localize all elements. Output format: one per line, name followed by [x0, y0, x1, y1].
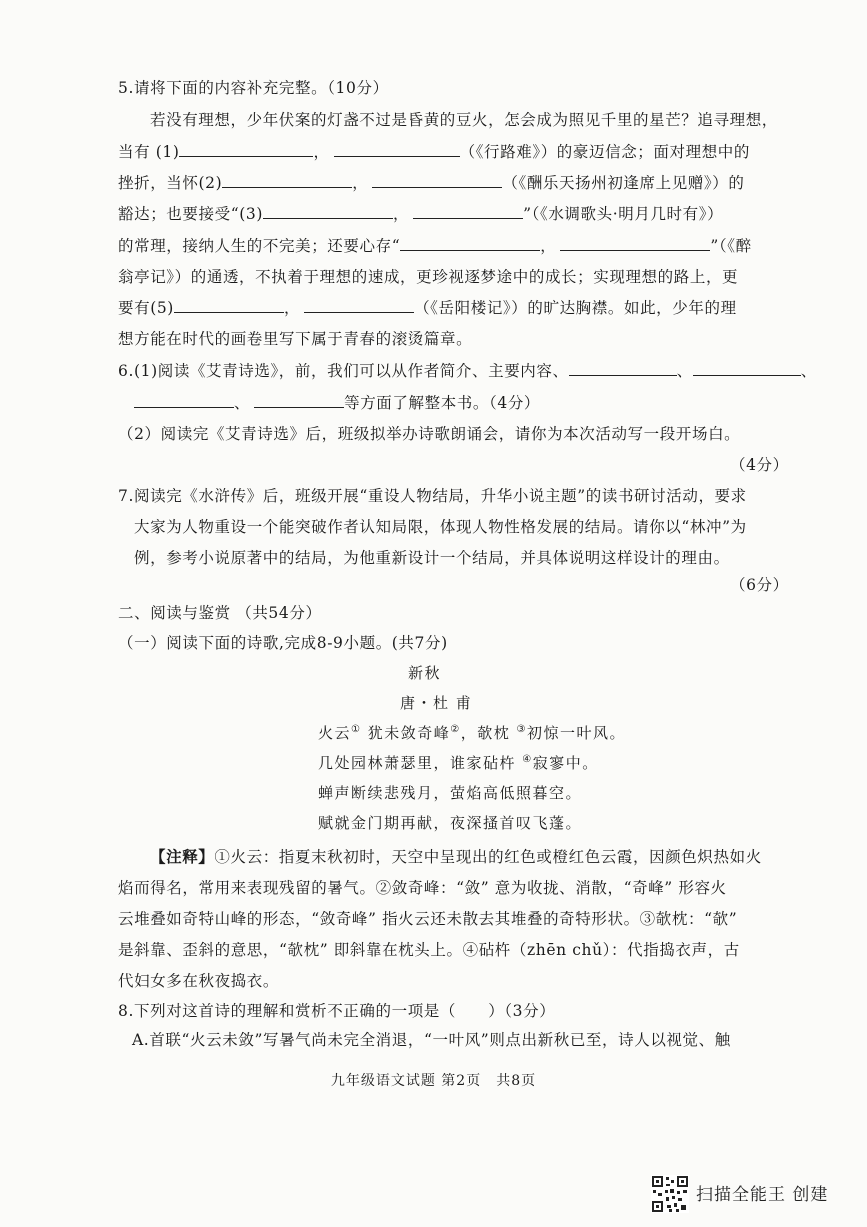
- q5-line-4: [118, 204, 723, 224]
- poem-line-1: [318, 723, 626, 743]
- q7-line-3: 例，参考小说原著中的结局，为他重新设计一个结局，并具体说明这样设计的理由。: [134, 549, 730, 567]
- notes-line-1: [150, 847, 762, 867]
- q6-line-3: （2）阅读完《艾青诗选》后，班级拟举办诗歌朗诵会，请你为本次活动写一段开场白。: [118, 425, 741, 443]
- notes-label: 【注释】: [150, 847, 215, 866]
- q6-prompt: 6.(1)阅读《艾青诗选》，前，我们可以从作者简介、主要内容、: [118, 362, 569, 380]
- comma: ，: [283, 299, 301, 317]
- section-title: 二、阅读与鉴赏 （共54分）: [118, 604, 322, 622]
- q5-blank-3-label: 豁达；也要接受“(3): [118, 205, 263, 223]
- answer-blank[interactable]: [372, 173, 502, 188]
- q6-score: （4分）: [730, 456, 789, 474]
- q5-line-5: [118, 236, 752, 256]
- q8-title: 8.下列对这首诗的理解和赏析不正确的一项是（ ）（3分）: [118, 1002, 556, 1020]
- q5-source-4: ”（《醉: [710, 237, 752, 255]
- answer-blank[interactable]: [560, 236, 710, 251]
- answer-blank[interactable]: [254, 393, 344, 408]
- answer-blank[interactable]: [222, 173, 352, 188]
- q7-score: （6分）: [730, 576, 789, 594]
- poem-text: 犹未敛奇峰: [367, 724, 451, 742]
- q5-blank-2-label: 挫折，当怀(2): [118, 174, 223, 192]
- notes-line-3: 云堆叠如奇特山峰的形态，“敛奇峰” 指火云还未散去其堆叠的奇特形状。③欹枕：“欹”: [118, 910, 738, 928]
- q5-line-3: [118, 173, 744, 193]
- poem-text: 寂寥中。: [532, 754, 599, 772]
- notes-line-2: 焰而得名，常用来表现残留的暑气。②敛奇峰：“敛” 意为收拢、消散，“奇峰” 形容火: [118, 879, 727, 897]
- notes-line-4: 是斜靠、歪斜的意思，“欹枕” 即斜靠在枕头上。④砧杵（zhēn chǔ）：代指捣衣声，古: [118, 941, 740, 959]
- page-footer: 九年级语文试题 第2页 共8页: [330, 1073, 537, 1089]
- q7-line-2: 大家为人物重设一个能突破作者认知局限，体现人物性格发展的结局。请你以“林冲”为: [134, 518, 747, 536]
- q5-source-5: （《岳阳楼记》）的旷达胸襟。如此，少年的理: [414, 299, 737, 317]
- q5-line-2: [118, 142, 750, 162]
- comma: ，: [392, 205, 410, 223]
- answer-blank[interactable]: [263, 204, 393, 219]
- separator: 、: [676, 362, 693, 380]
- poem-text: 几处园林萧瑟里，谁家砧杵: [318, 754, 517, 772]
- notes-line-5: 代妇女多在秋夜捣衣。: [118, 972, 280, 990]
- poem-text: 火云: [318, 724, 352, 742]
- answer-blank[interactable]: [569, 361, 677, 376]
- separator: 、: [234, 394, 251, 412]
- comma: ，: [352, 174, 369, 192]
- note-marker: ③: [516, 724, 528, 735]
- q6-prompt-end: 等方面了解整本书。（4分）: [344, 394, 541, 412]
- comma: ，: [313, 143, 330, 161]
- poem-text: ，欹枕: [460, 724, 511, 742]
- q6-line-1: [118, 361, 817, 381]
- note-marker: ④: [522, 754, 533, 765]
- answer-blank[interactable]: [400, 236, 540, 251]
- q5-title: 5.请将下面的内容补充完整。（10分）: [118, 79, 389, 97]
- q5-source-2: （《酬乐天扬州初逢席上见赠》）的: [502, 174, 745, 192]
- q5-blank-4-label: 的常理，接纳人生的不完美；还要心存“: [118, 237, 401, 255]
- q7-line-1: 7.阅读完《水浒传》后，班级开展“重设人物结局，升华小说主题”的读书研讨活动，要求: [118, 487, 747, 505]
- poem-line-2: [318, 753, 599, 773]
- poem-line-3: 蝉声断续悲残月，萤焰高低照暮空。: [318, 784, 583, 802]
- scanner-watermark: 扫描全能王 创建: [696, 1185, 829, 1205]
- q5-line-6: 翁亭记》）的通透，不执着于理想的速成，更珍视逐梦途中的成长；实现理想的路上，更: [118, 268, 739, 286]
- q8-option-a: A.首联“火云未敛”写暑气尚未完全消退，“一叶风”则点出新秋已至，诗人以视觉、触: [132, 1031, 731, 1049]
- comma: ，: [540, 237, 557, 255]
- poem-line-4: 赋就金门期再献，夜深搔首叹飞蓬。: [318, 814, 583, 832]
- q5-blank-1-label: 当有 (1): [118, 143, 180, 161]
- answer-blank[interactable]: [334, 142, 460, 157]
- answer-blank[interactable]: [174, 298, 284, 313]
- q5-line-8: 想方能在时代的画卷里写下属于青春的滚烫篇章。: [118, 330, 473, 348]
- answer-blank[interactable]: [693, 361, 801, 376]
- answer-blank[interactable]: [413, 204, 523, 219]
- q6-line-2: [134, 393, 540, 413]
- qr-code-icon: [651, 1175, 689, 1213]
- q5-source-1: （《行路难》）的豪迈信念；面对理想中的: [459, 143, 750, 161]
- answer-blank[interactable]: [304, 298, 414, 313]
- section-subtitle: （一）阅读下面的诗歌,完成8-9小题。(共7分): [118, 634, 448, 652]
- note-marker: ②: [450, 724, 461, 735]
- notes-text: ①火云：指夏末秋初时，天空中呈现出的红色或橙红色云霞，因颜色炽热如火: [214, 848, 762, 866]
- poem-author: 唐・杜 甫: [400, 694, 473, 712]
- answer-blank[interactable]: [179, 142, 313, 157]
- separator: 、: [800, 362, 817, 380]
- q5-blank-5-label: 要有(5): [118, 299, 174, 317]
- q5-line-7: [118, 298, 737, 318]
- poem-text: 初惊一叶风。: [527, 724, 627, 742]
- q5-line-1: 若没有理想，少年伏案的灯盏不过是昏黄的豆火，怎会成为照见千里的星芒？追寻理想，: [150, 111, 778, 129]
- note-marker: ①: [351, 724, 362, 735]
- answer-blank[interactable]: [134, 393, 234, 408]
- q5-source-3: ”（《水调歌头·明月几时有》）: [523, 205, 724, 223]
- poem-title: 新秋: [408, 664, 442, 682]
